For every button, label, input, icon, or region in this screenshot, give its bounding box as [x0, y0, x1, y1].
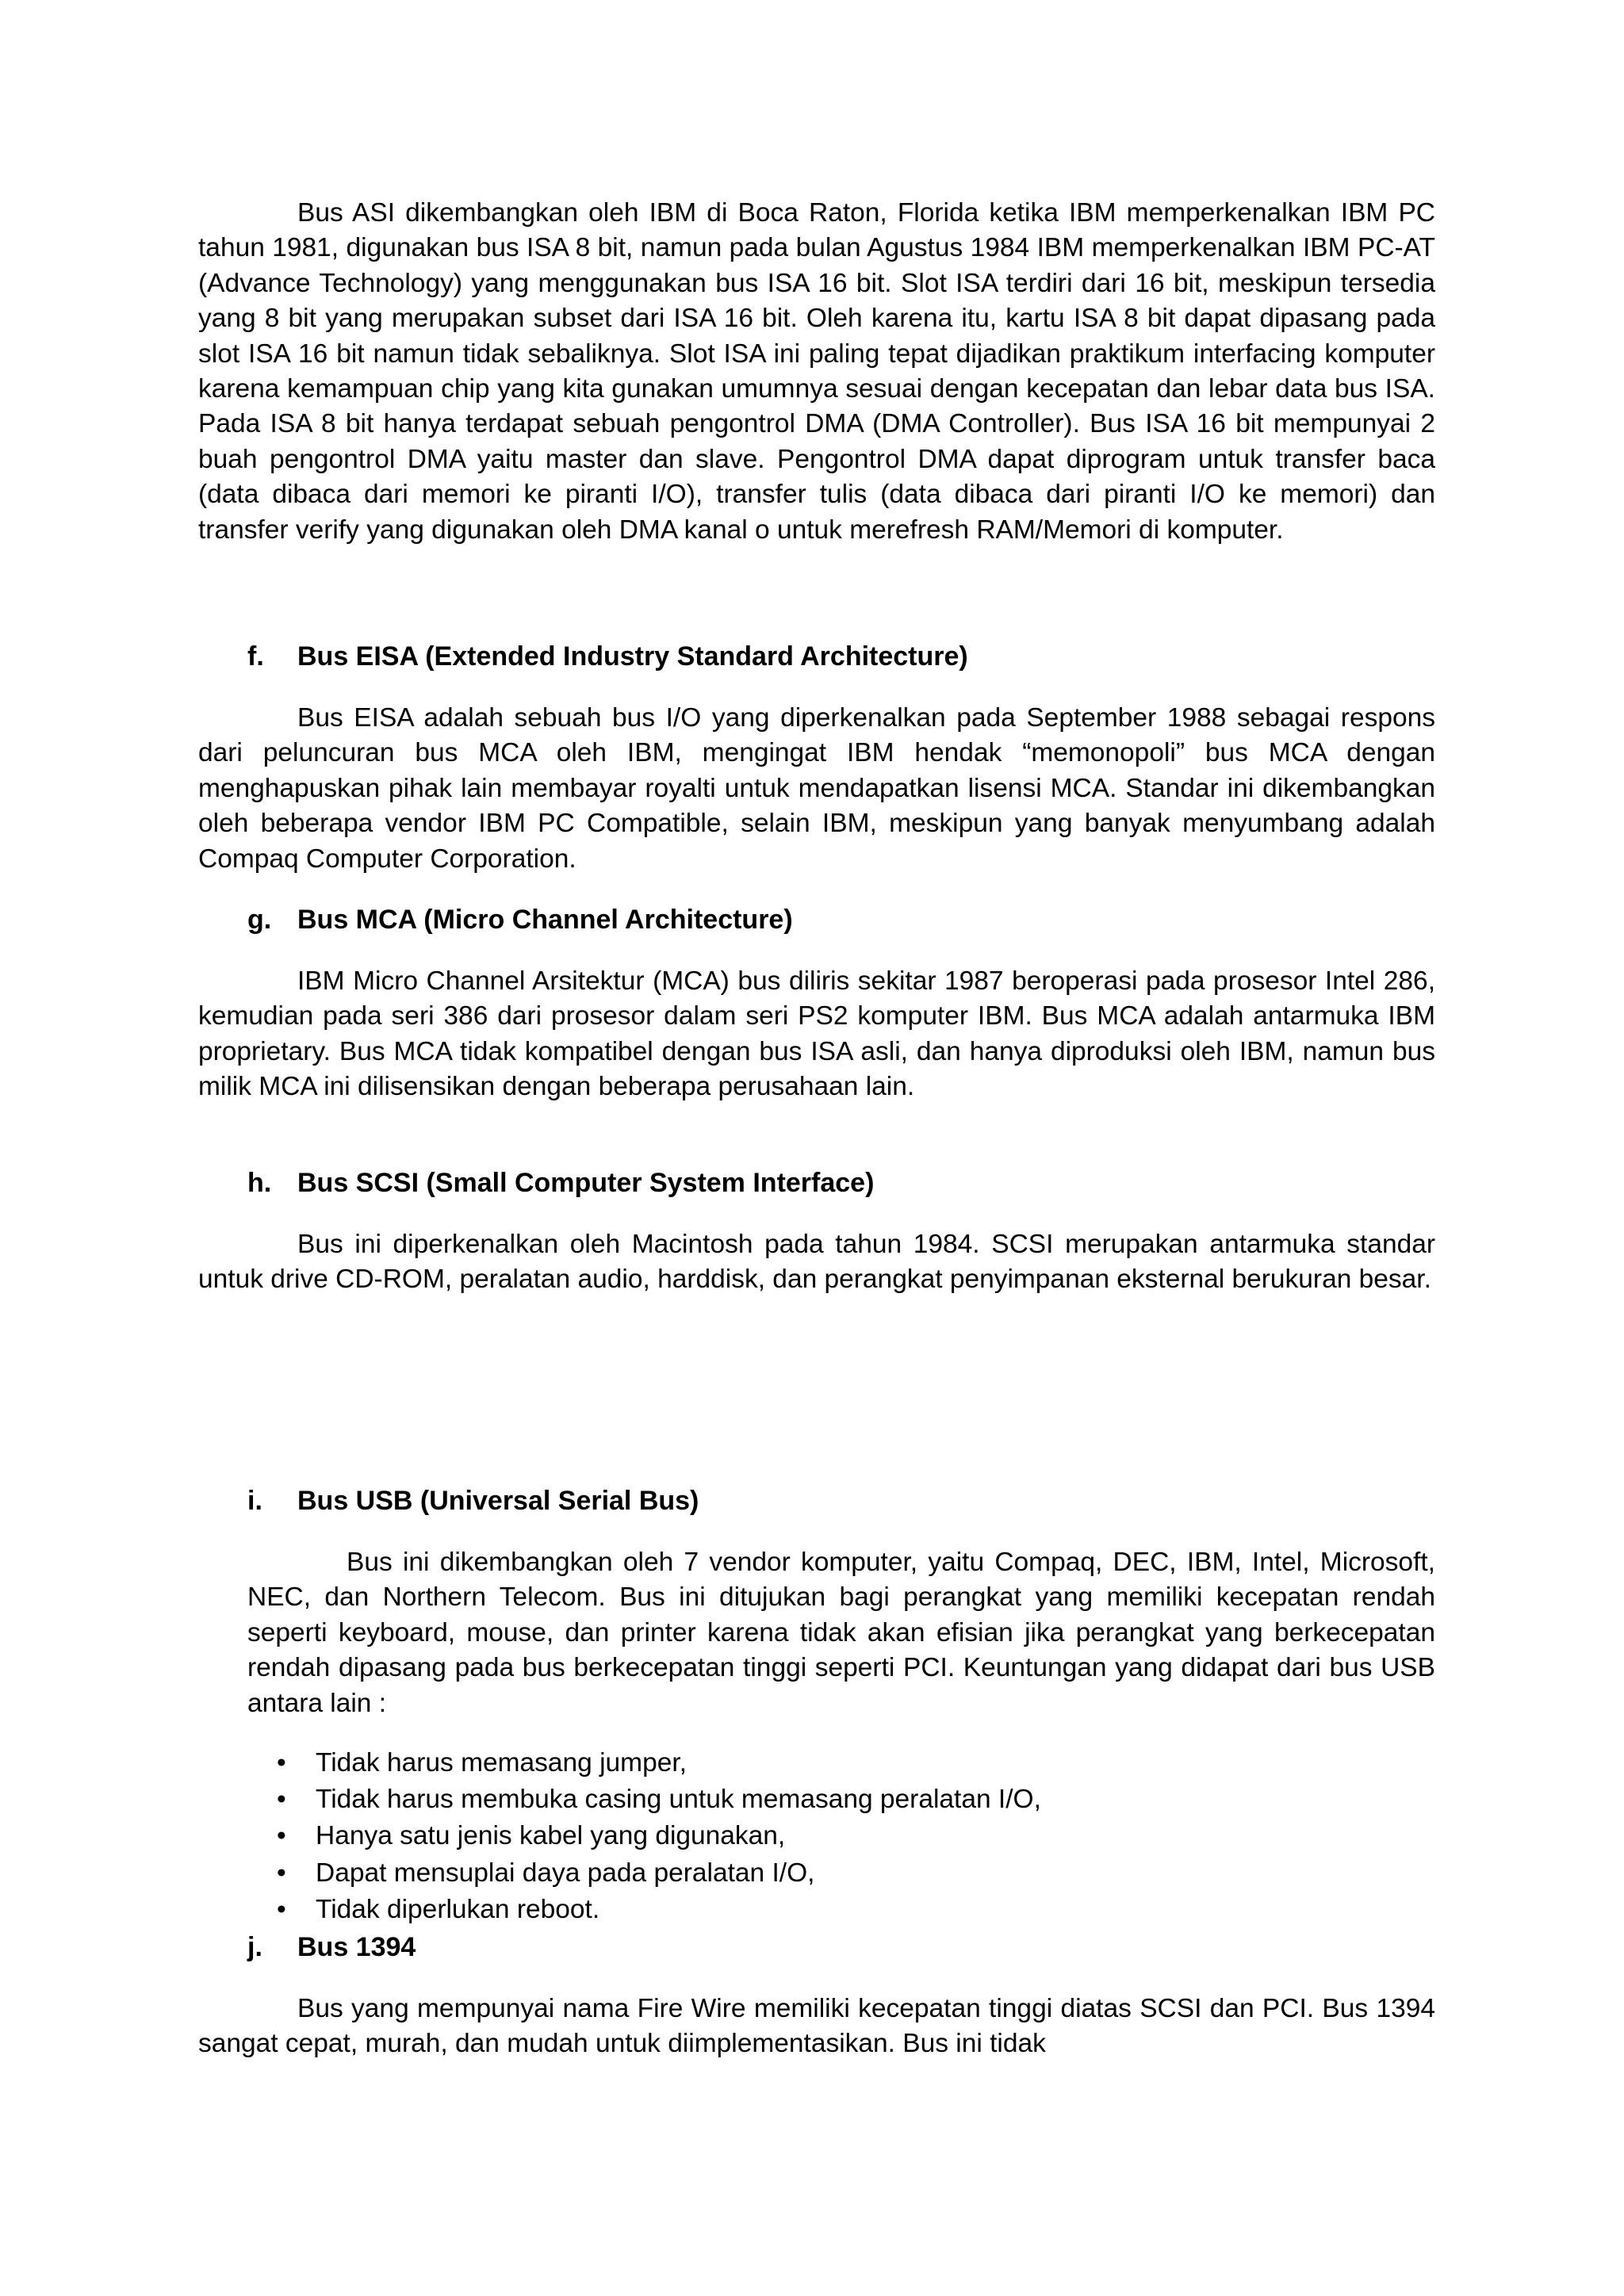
section-letter: g. [247, 905, 272, 935]
list-item: • Tidak diperlukan reboot. [198, 1892, 1435, 1928]
section-body-mca-block [198, 964, 1435, 1105]
section-heading-scsi [247, 1165, 874, 1200]
section-body-1394-block [198, 1992, 1435, 2062]
usb-benefits-list-block [198, 1745, 1435, 1928]
section-letter: i. [247, 1486, 262, 1516]
section-body-scsi: Bus ini diperkenalkan oleh Macintosh pada tahun 1984. SCSI merupakan antarmuka standar untuk drive CD-ROM, peralatan audio, harddisk, dan perangkat penyimpanan eksternal berukuran besar. [198, 1230, 1435, 1295]
section-letter: f. [247, 641, 264, 672]
section-letter: j. [247, 1932, 262, 1962]
bullet-icon: • [277, 1785, 286, 1815]
usb-benefits-list [198, 1745, 1435, 1928]
section-title: Bus MCA (Micro Channel Architecture) [297, 905, 793, 935]
bullet-icon: • [277, 1858, 286, 1888]
list-item: • Dapat mensuplai daya pada peralatan I/O, [198, 1855, 1435, 1892]
intro-paragraph: Bus ASI dikembangkan oleh IBM di Boca Raton, Florida ketika IBM memperkenalkan IBM PC tahun 1981, digunakan bus ISA 8 bit, namun pada bulan Agustus 1984 IBM memperkenalkan IBM PC-AT (Advance Technology) yang menggunakan bus ISA 16 bit. Slot ISA terdiri dari 16 bit, meskipun tersedia yang 8 bit yang merupakan subset dari ISA 16 bit. Oleh karena itu, kartu ISA 8 bit dapat dipasang pada slot ISA 16 bit namun tidak sebaliknya. Slot ISA ini paling tepat dijadikan praktikum interfacing komputer karena kemampuan chip yang kita gunakan umumnya sesuai dengan kecepatan dan lebar data bus ISA. Pada ISA 8 bit hanya terdapat sebuah pengontrol DMA (DMA Controller). Bus ISA 16 bit mempunyai 2 buah pengontrol DMA yaitu master dan slave. Pengontrol DMA dapat diprogram untuk transfer baca (data dibaca dari memori ke piranti I/O), transfer tulis (data dibaca dari piranti I/O ke memori) dan transfer verify yang digunakan oleh DMA kanal o untuk merefresh RAM/Memori di komputer. [198, 198, 1435, 545]
section-body-eisa: Bus EISA adalah sebuah bus I/O yang diperkenalkan pada September 1988 sebagai respons dari peluncuran bus MCA oleh IBM, mengingat IBM hendak “memonopoli” bus MCA dengan menghapuskan pihak lain membayar royalti untuk mendapatkan lisensi MCA. Standar ini dikembangkan oleh beberapa vendor IBM PC Compatible, selain IBM, meskipun yang banyak menyumbang adalah Compaq Computer Corporation. [198, 703, 1435, 874]
section-heading-usb [247, 1483, 699, 1518]
intro-paragraph-block [198, 196, 1435, 548]
section-body-scsi-block [198, 1227, 1435, 1298]
section-title: Bus USB (Universal Serial Bus) [297, 1486, 699, 1516]
bullet-icon: • [277, 1894, 286, 1924]
bullet-icon: • [277, 1821, 286, 1851]
section-body-1394: Bus yang mempunyai nama Fire Wire memiliki kecepatan tinggi diatas SCSI dan PCI. Bus 1394 sangat cepat, murah, dan mudah untuk diimplementasikan. Bus ini tidak [198, 1994, 1435, 2059]
section-heading-mca [247, 902, 793, 937]
list-item: • Tidak harus membuka casing untuk memasang peralatan I/O, [198, 1781, 1435, 1818]
section-body-usb-block [198, 1545, 1435, 1721]
section-title: Bus EISA (Extended Industry Standard Architecture) [297, 641, 968, 672]
section-body-mca: IBM Micro Channel Arsitektur (MCA) bus diliris sekitar 1987 beroperasi pada prosesor Intel 286, kemudian pada seri 386 dari prosesor dalam seri PS2 komputer IBM. Bus MCA adalah antarmuka IBM proprietary. Bus MCA tidak kompatibel dengan bus ISA asli, dan hanya diproduksi oleh IBM, namun bus milik MCA ini dilisensikan dengan beberapa perusahaan lain. [198, 966, 1435, 1102]
list-item: • Hanya satu jenis kabel yang digunakan, [198, 1818, 1435, 1854]
section-letter: h. [247, 1168, 272, 1198]
section-body-usb: Bus ini dikembangkan oleh 7 vendor komputer, yaitu Compaq, DEC, IBM, Intel, Microsoft, NEC, dan Northern Telecom. Bus ini ditujukan bagi perangkat yang memiliki kecepatan rendah seperti keyboard, mouse, dan printer karena tidak akan efisian jika perangkat yang berkecepatan rendah dipasang pada bus berkecepatan tinggi seperti PCI. Keuntungan yang didapat dari bus USB antara lain : [247, 1548, 1435, 1718]
list-item: • Tidak harus memasang jumper, [198, 1745, 1435, 1781]
section-body-eisa-block [198, 701, 1435, 877]
section-title: Bus SCSI (Small Computer System Interface) [297, 1168, 875, 1198]
section-heading-eisa [247, 639, 968, 674]
bullet-icon: • [277, 1748, 286, 1777]
section-title: Bus 1394 [297, 1932, 416, 1962]
section-heading-1394 [247, 1930, 416, 1965]
